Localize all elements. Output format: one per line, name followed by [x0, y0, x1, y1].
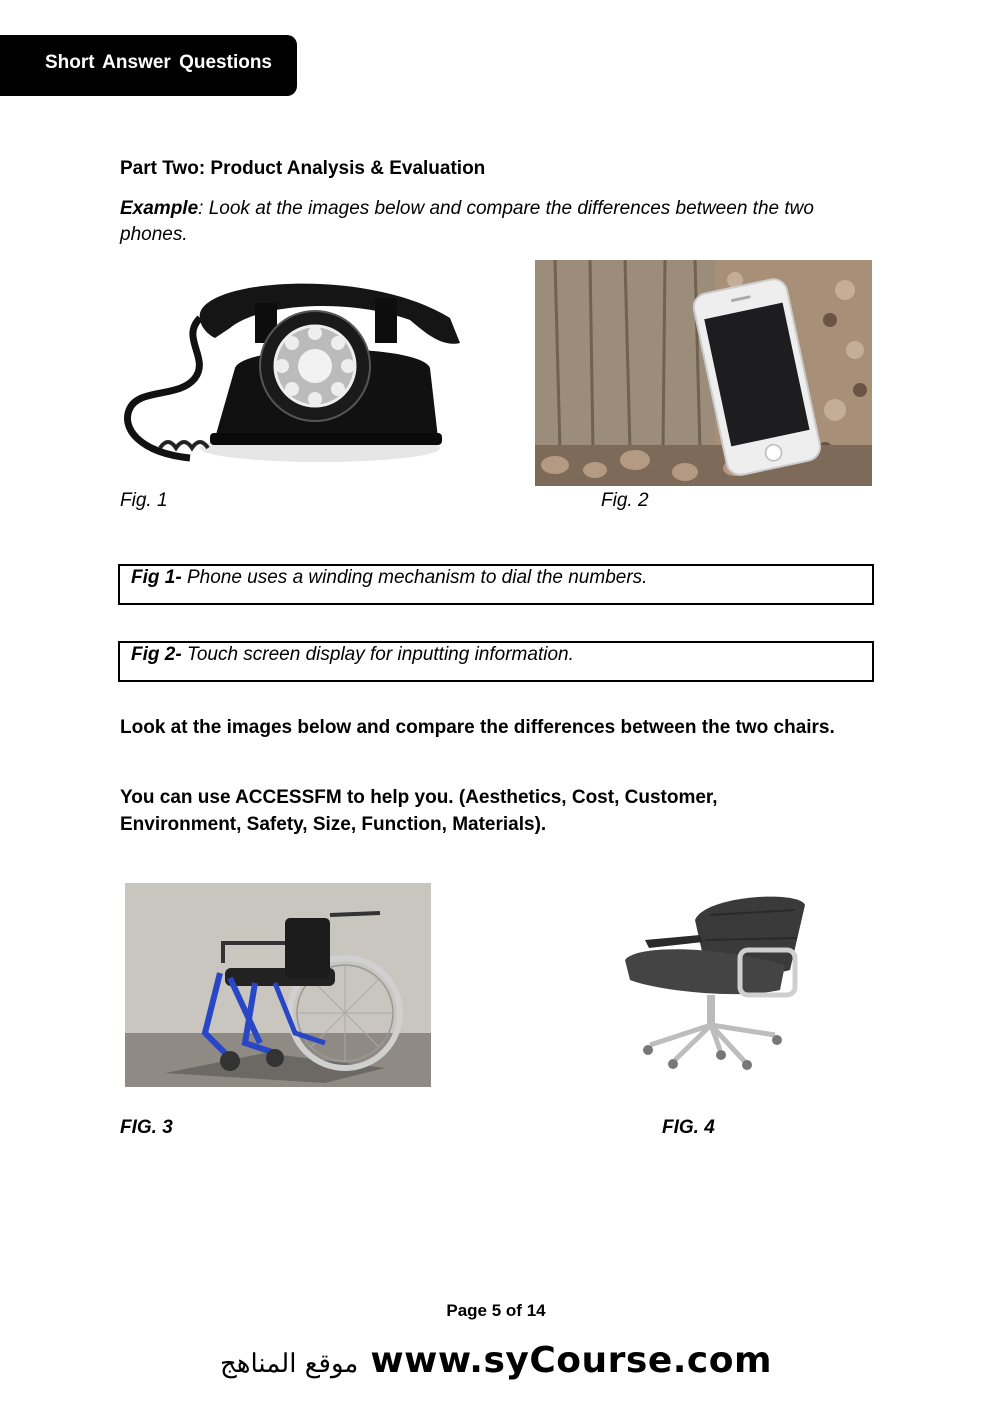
wheelchair-image — [125, 883, 431, 1087]
section-header-tab — [0, 35, 297, 96]
page-number — [0, 1301, 992, 1321]
section-header-label: Short Answer Questions — [45, 52, 272, 73]
fig2-label: Fig. 2 — [601, 490, 649, 511]
fig1-answer-label: Fig 1- — [131, 567, 182, 588]
site-footer — [0, 1340, 992, 1381]
page-current: 5 — [491, 1301, 502, 1320]
example-label: Example — [120, 198, 199, 219]
example-paragraph — [120, 196, 855, 248]
site-arabic-name: موقع المناهج — [219, 1349, 359, 1379]
fig4-label: FIG. 4 — [662, 1117, 715, 1138]
site-url[interactable]: www.syCourse.com — [370, 1340, 772, 1381]
fig2-answer-label: Fig 2- — [131, 644, 182, 665]
accessfm-hint: You can use ACCESSFM to help you. (Aesthetics, Cost, Customer, Environment, Safety, Size, Function, Materials). — [120, 787, 718, 835]
rotary-phone-image — [120, 258, 470, 473]
part-title: Part Two: Product Analysis & Evaluation — [120, 158, 486, 179]
fig2-answer-box — [118, 641, 874, 682]
smartphone-image — [535, 260, 872, 486]
page-of: of — [501, 1301, 527, 1320]
page-total: 14 — [526, 1301, 546, 1320]
chairs-question: Look at the images below and compare the differences between the two chairs. — [120, 717, 835, 738]
page-prefix: Page — [446, 1301, 492, 1320]
fig2-answer-text: Touch screen display for inputting information. — [181, 644, 574, 665]
office-chair-image — [615, 890, 810, 1070]
fig1-answer-text: Phone uses a winding mechanism to dial the numbers. — [181, 567, 648, 588]
fig1-answer-box — [118, 564, 874, 605]
example-text: : Look at the images below and compare the differences between the two phones. — [120, 198, 814, 245]
fig1-label: Fig. 1 — [120, 490, 168, 511]
fig3-label: FIG. 3 — [120, 1117, 173, 1138]
